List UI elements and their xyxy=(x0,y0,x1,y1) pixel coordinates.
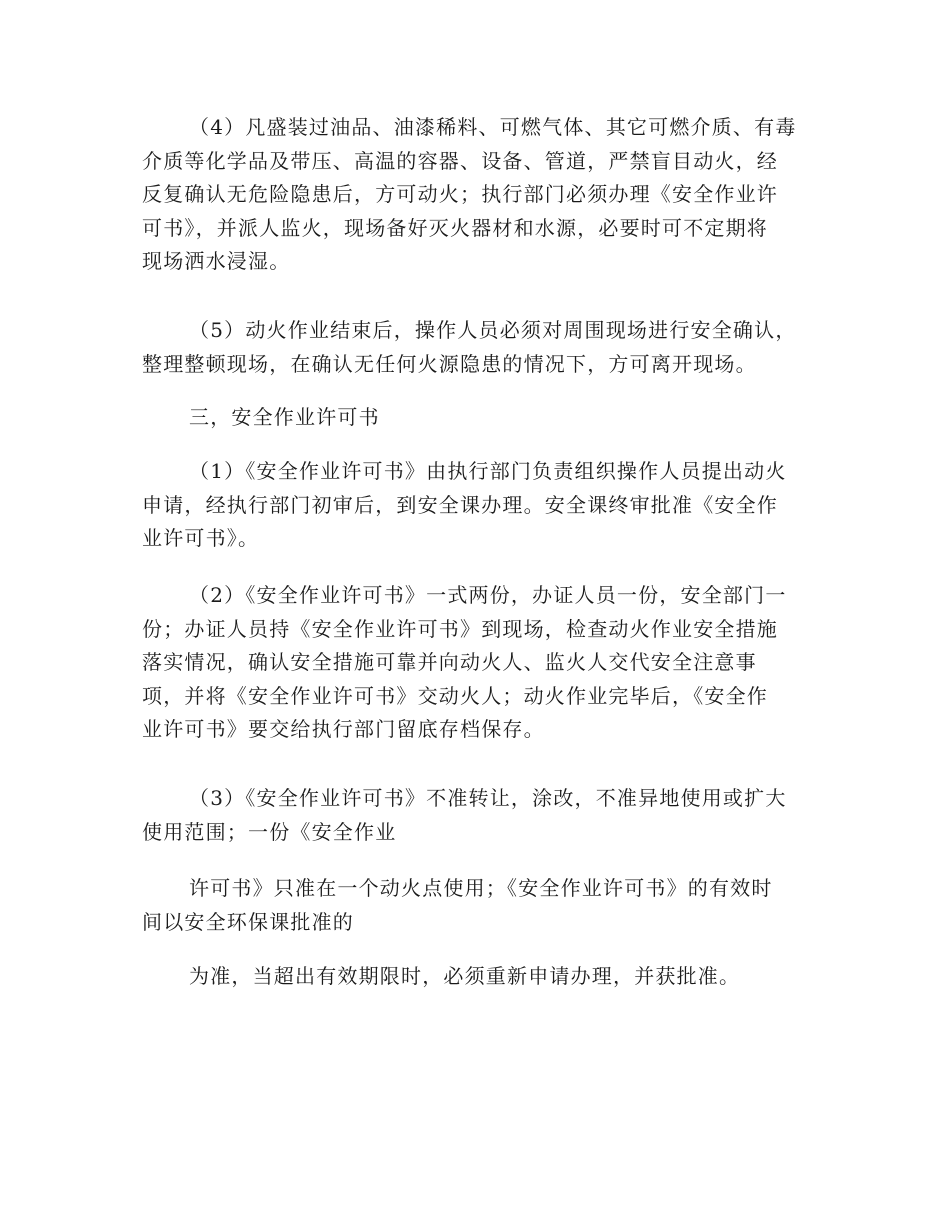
text-line: 落实情况，确认安全措施可靠并向动火人、监火人交代安全注意事 xyxy=(142,650,757,674)
text-line: 业许可书》。 xyxy=(142,526,260,550)
paragraph-s1 xyxy=(142,455,812,556)
text-line: 间以安全环保课批准的 xyxy=(142,909,354,934)
text-line: 许可书》只准在一个动火点使用；《安全作业许可书》的有效时 xyxy=(189,876,773,900)
paragraph-s3-part3 xyxy=(142,960,812,994)
section-heading xyxy=(142,401,812,435)
text-line: 为准，当超出有效期限时，必须重新申请办理，并获批准。 xyxy=(189,964,741,988)
paragraph-4 xyxy=(142,111,812,279)
text-line: （4）凡盛装过油品、油漆稀料、可燃气体、其它可燃介质、有毒 xyxy=(189,115,797,139)
text-line: 使用范围；一份《安全作业 xyxy=(142,819,397,844)
paragraph-s3-part2 xyxy=(142,872,812,939)
paragraph-s2 xyxy=(142,579,812,747)
text-line: 反复确认无危险隐患后，方可动火；执行部门必须办理《安全作业许 xyxy=(142,182,778,206)
text-line: （3）《安全作业许可书》不准转让，涂改，不准异地使用或扩大 xyxy=(189,786,787,810)
text-line: 项，并将《安全作业许可书》交动火人；动火作业完毕后，《安全作 xyxy=(142,683,768,708)
text-line: （1）《安全作业许可书》由执行部门负责组织操作人员提出动火 xyxy=(189,459,787,483)
text-line: （5）动火作业结束后，操作人员必须对周围现场进行安全确认， xyxy=(189,318,797,342)
text-line: 整理整顿现场，在确认无任何火源隐患的情况下，方可离开现场。 xyxy=(142,351,757,376)
text-line: 申请，经执行部门初审后，到安全课办理。安全课终审批准《安全作 xyxy=(142,492,778,517)
paragraph-s3-part1 xyxy=(142,782,812,849)
text-line: 份；办证人员持《安全作业许可书》到现场，检查动火作业安全措施 xyxy=(142,616,778,641)
text-line: 可书》，并派人监火，现场备好灭火器材和水源，必要时可不定期将 xyxy=(142,215,768,240)
text-line: （2）《安全作业许可书》一式两份，办证人员一份，安全部门一 xyxy=(189,583,787,607)
paragraph-5 xyxy=(142,314,812,381)
text-line: 介质等化学品及带压、高温的容器、设备、管道，严禁盲目动火，经 xyxy=(142,148,778,173)
text-line: 业许可书》要交给执行部门留底存档保存。 xyxy=(142,717,545,741)
section-title: 三，安全作业许可书 xyxy=(189,405,380,429)
text-line: 现场洒水浸湿。 xyxy=(142,249,291,273)
